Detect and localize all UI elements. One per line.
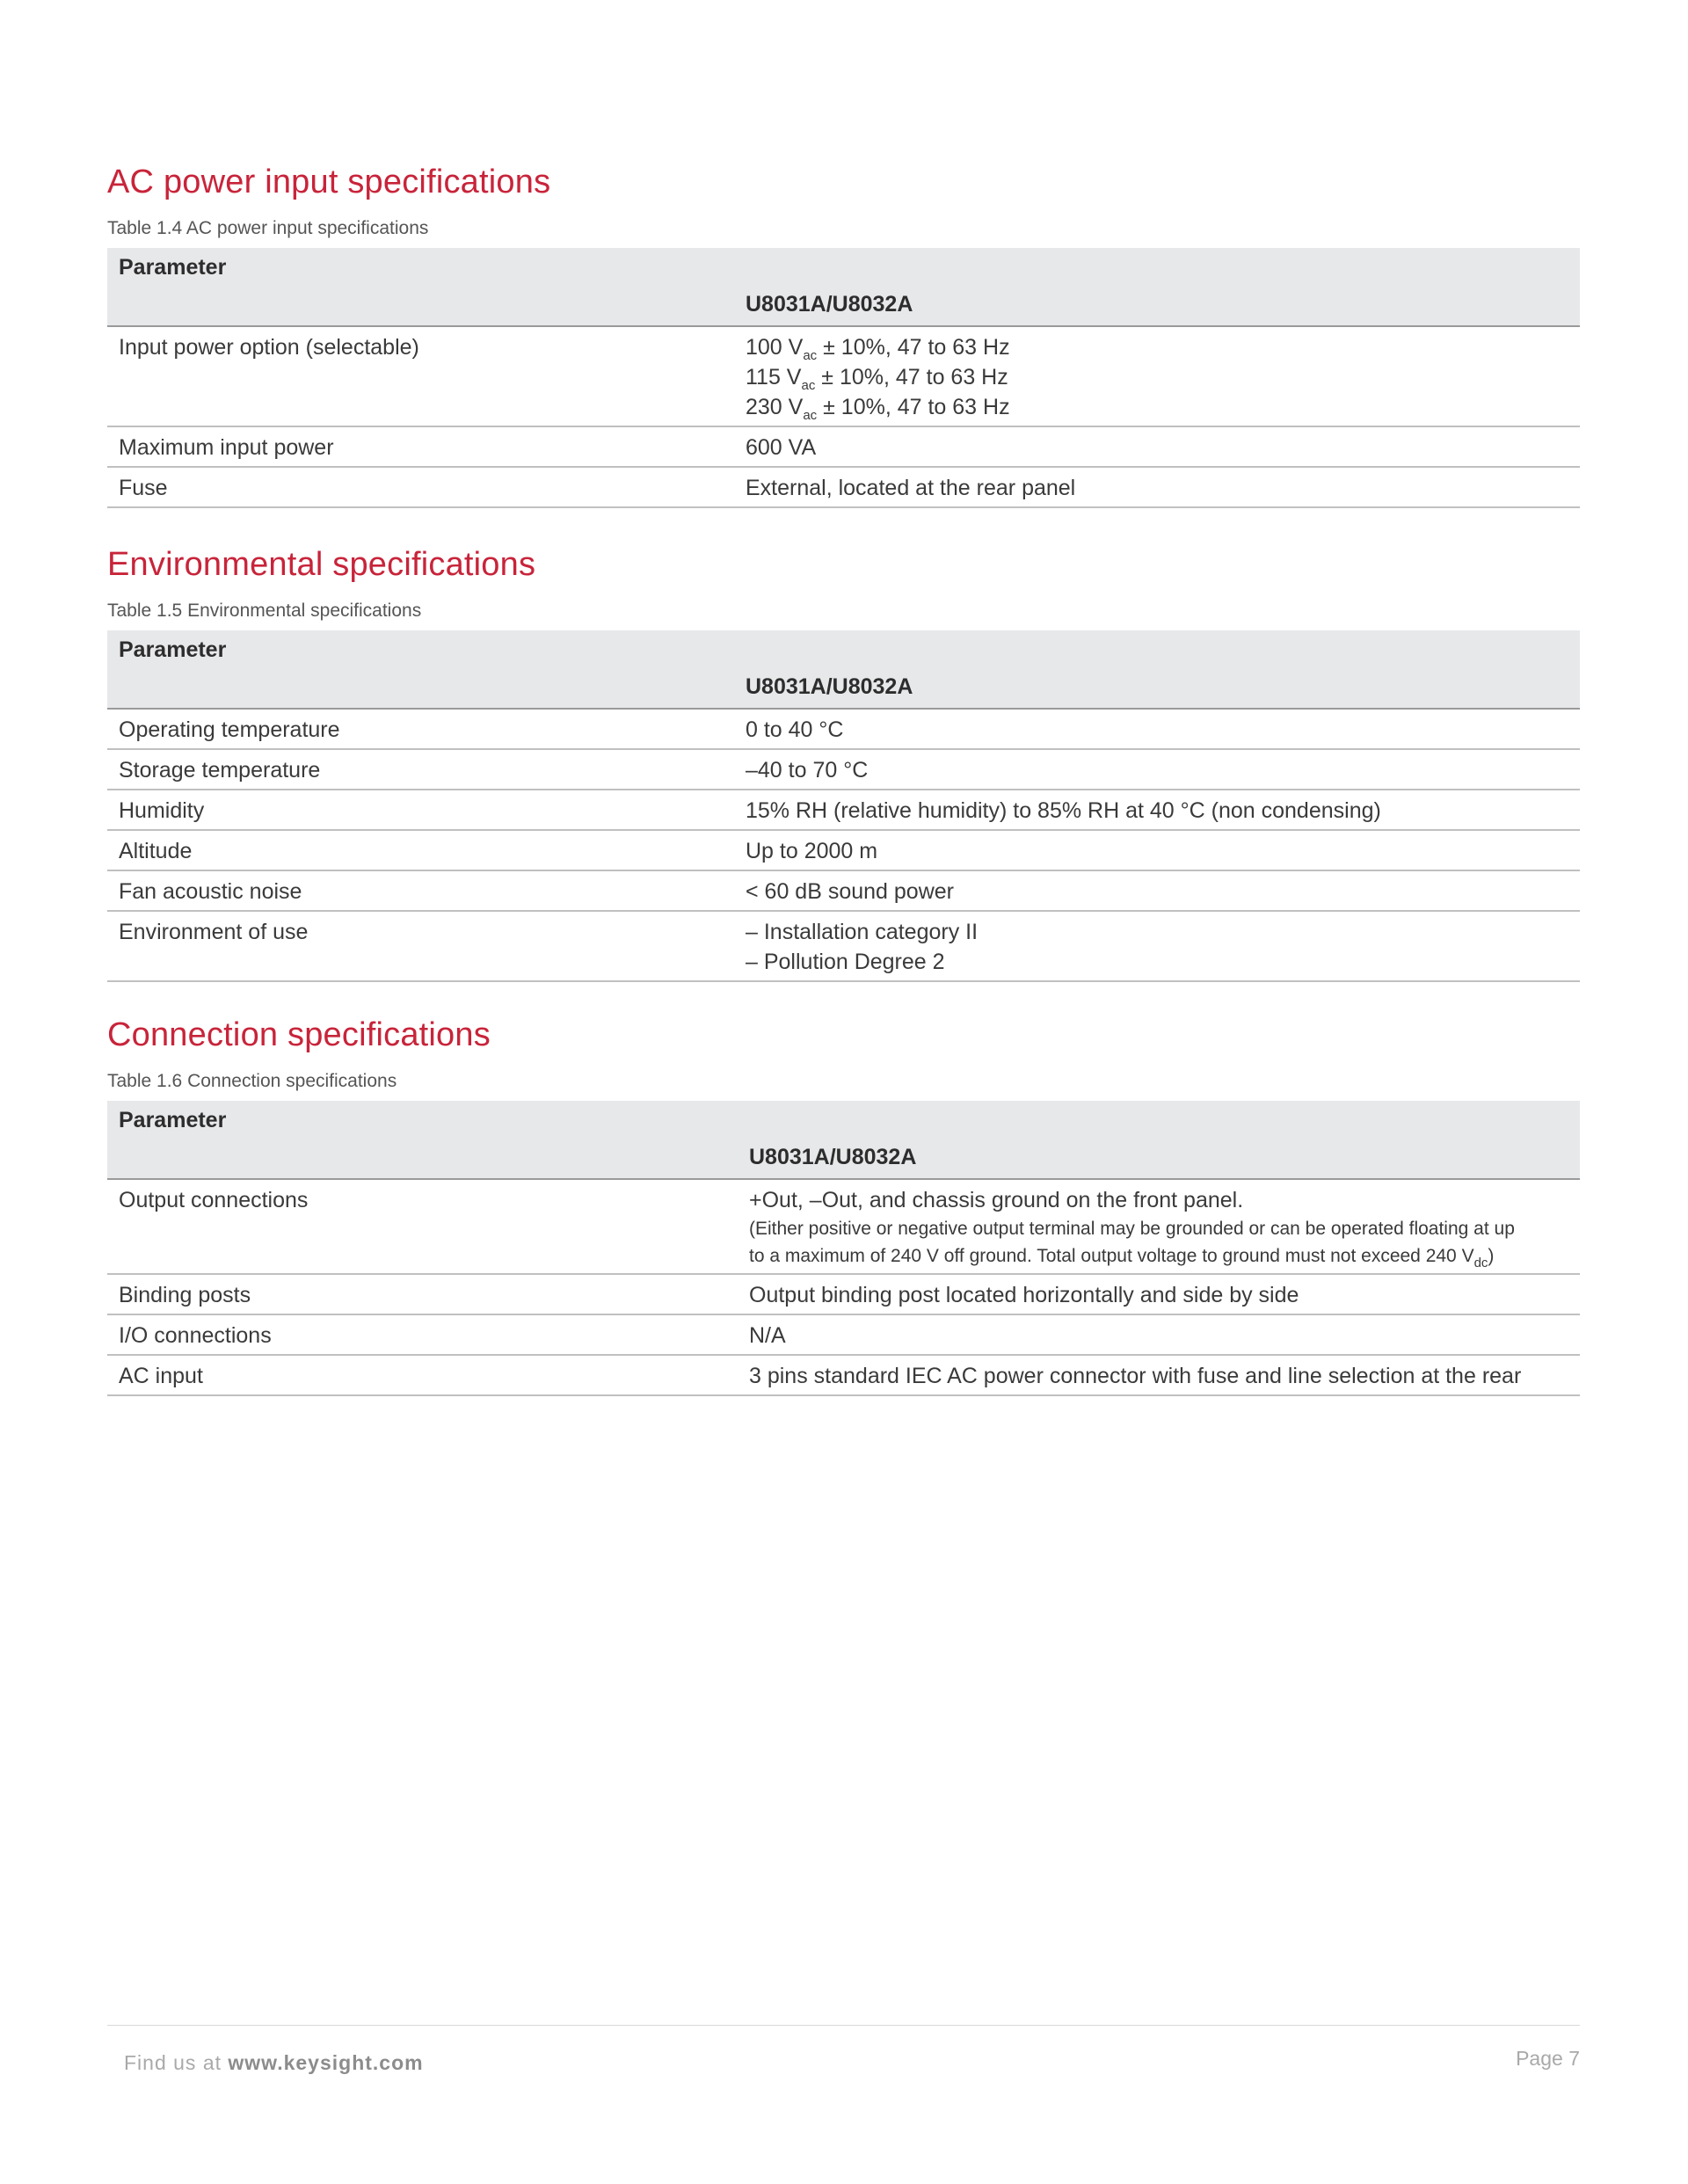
row-label: Environment of use <box>107 911 734 981</box>
table-row <box>107 870 1580 911</box>
table-row <box>107 426 1580 467</box>
row-value: 0 to 40 °C <box>734 709 1580 749</box>
table-row <box>107 709 1580 749</box>
table-caption-1-5: Table 1.5 Environmental specifications <box>107 601 422 621</box>
table-row <box>107 911 1580 981</box>
row-label: Maximum input power <box>107 426 734 467</box>
row-label: Input power option (selectable) <box>107 326 734 426</box>
table-row <box>107 1314 1580 1355</box>
row-value: Up to 2000 m <box>734 830 1580 870</box>
connection-table <box>107 1101 1580 1396</box>
footer-url-link[interactable]: www.keysight.com <box>228 2051 424 2074</box>
section-title-environmental: Environmental specifications <box>107 546 536 583</box>
row-value: – Installation category II – Pollution Degree 2 <box>734 911 1580 981</box>
footer-divider <box>107 2025 1580 2026</box>
row-label: Binding posts <box>107 1274 738 1314</box>
row-label: Altitude <box>107 830 734 870</box>
row-value: 600 VA <box>734 426 1580 467</box>
table-row <box>107 1274 1580 1314</box>
header-model: U8031A/U8032A <box>734 669 1580 709</box>
row-value: < 60 dB sound power <box>734 870 1580 911</box>
row-value: External, located at the rear panel <box>734 467 1580 507</box>
table-row <box>107 830 1580 870</box>
table-caption-1-4: Table 1.4 AC power input specifications <box>107 218 429 238</box>
footer-find-us: Find us at www.keysight.com <box>124 2051 424 2074</box>
table-row <box>107 790 1580 830</box>
row-value: 3 pins standard IEC AC power connector with fuse and line selection at the rear <box>738 1355 1580 1395</box>
table-row <box>107 326 1580 426</box>
row-label: Storage temperature <box>107 749 734 790</box>
row-value: N/A <box>738 1314 1580 1355</box>
header-model: U8031A/U8032A <box>734 287 1580 326</box>
row-label: I/O connections <box>107 1314 738 1355</box>
header-parameter: Parameter <box>107 630 734 669</box>
page-number: Page 7 <box>1516 2047 1580 2070</box>
row-label: Output connections <box>107 1179 738 1274</box>
header-parameter: Parameter <box>107 1101 738 1139</box>
row-value: Output binding post located horizontally and side by side <box>738 1274 1580 1314</box>
table-caption-1-6: Table 1.6 Connection specifications <box>107 1071 397 1091</box>
row-label: AC input <box>107 1355 738 1395</box>
environmental-table <box>107 630 1580 982</box>
table-row <box>107 1179 1580 1274</box>
row-value: 15% RH (relative humidity) to 85% RH at 40 °C (non condensing) <box>734 790 1580 830</box>
row-value: –40 to 70 °C <box>734 749 1580 790</box>
row-label: Fuse <box>107 467 734 507</box>
section-title-ac-power: AC power input specifications <box>107 164 551 200</box>
section-title-connection: Connection specifications <box>107 1016 491 1053</box>
table-row <box>107 749 1580 790</box>
table-row <box>107 467 1580 507</box>
header-model: U8031A/U8032A <box>738 1139 1580 1179</box>
row-label: Operating temperature <box>107 709 734 749</box>
ac-power-table <box>107 248 1580 508</box>
header-parameter: Parameter <box>107 248 734 287</box>
row-label: Fan acoustic noise <box>107 870 734 911</box>
row-value: 100 $V_{ac} \pm 10\%$, 47 to 63 Hz 115 $V_{ac} \pm 10\%$, 47 to 63 Hz 230 $V_{ac} \pm 10\%$, 47 to 63 Hz <box>734 326 1580 426</box>
table-row <box>107 1355 1580 1395</box>
row-value: +Out, –Out, and chassis ground on the front panel. (Either positive or negative output terminal may be grounded or can be operated floating at up to a maximum of 240 V off ground. Total output voltage to ground must not exceed 240 $V_{dc}$) <box>738 1179 1580 1274</box>
row-label: Humidity <box>107 790 734 830</box>
